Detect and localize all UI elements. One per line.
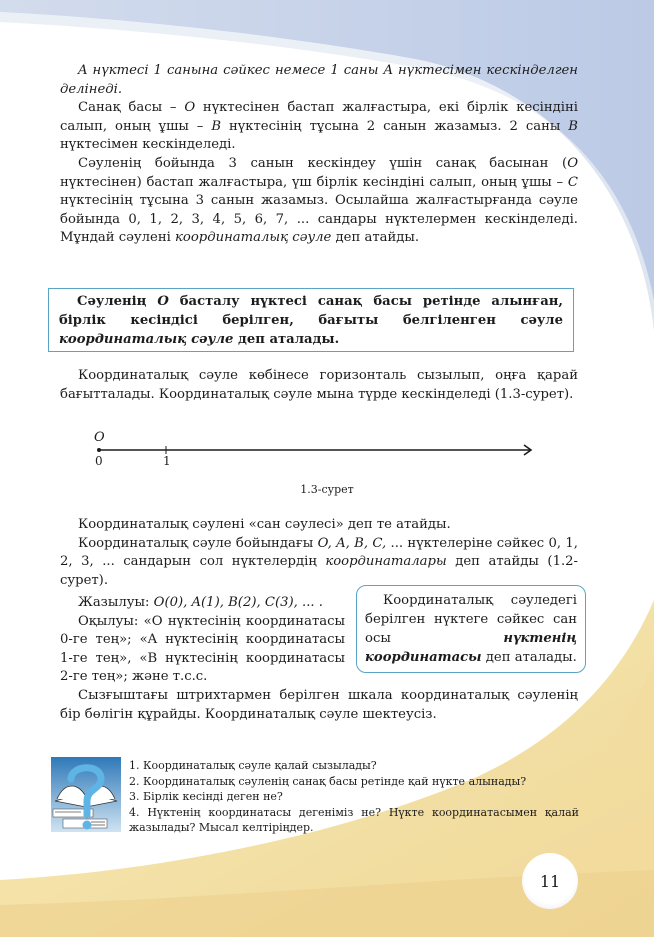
paragraph-5: Координаталық сәулені «сан сәулесі» деп те атайды.	[78, 517, 451, 532]
question-4: 4. Нүктенің координатасы дегеніміз не? Нүкте координатасымен қалай жазылады? Мысал келтіріңдер.	[129, 805, 579, 834]
term-coordinate-ray: координаталық сәуле	[59, 332, 234, 347]
point-o: O	[567, 155, 578, 171]
paragraph-7	[60, 594, 345, 613]
paragraph-3	[60, 155, 578, 248]
text: нүктесінің тұсына 2 санын жазамыз. 2 саны	[221, 118, 569, 134]
term-coordinate-ray: координаталық сәуле	[175, 230, 332, 246]
text: деп атайды.	[331, 230, 420, 246]
page-number	[522, 853, 578, 909]
point-b: B	[568, 118, 578, 134]
text: Сәуленің бойында 3 санын кескіндеу үшін санақ басынан (	[78, 155, 568, 171]
text: деп аталады.	[233, 332, 340, 347]
origin-label: O	[94, 430, 105, 445]
question-3: 3. Бірлік кесінді деген не?	[129, 790, 283, 803]
point-o: O	[157, 294, 169, 309]
text: деп атайды (1.2-сурет).	[60, 554, 578, 588]
paragraph-2	[60, 99, 578, 155]
paragraph-6	[60, 535, 578, 591]
points-list: O, A, B, C,	[317, 535, 387, 551]
text: нүктесінің тұсына 3 санын жазамыз. Осылайша жалғастырғанда сәуле бойында 0, 1, 2, 3, 4, 5, 6, 7, ... сандары нүктелермен кескінделеді. Мұндай сәулені	[60, 193, 578, 246]
text: нүктесінен) бастап жалғастыра, үш бірлік кесіндіні салып, оның ұшы –	[60, 174, 568, 190]
paragraph-8: Оқылуы: «O нүктесінің координатасы 0-ге тең»; «A нүктесінің координатасы 1-ге тең», «B нүктесінің координатасы 2-ге тең»; және т.с.с.	[60, 613, 345, 685]
text: басталу нүктесі санақ басы ретінде алынған, бірлік кесіндісі берілген, бағыты белгіленген сәуле	[59, 294, 563, 328]
note-box	[356, 585, 586, 673]
coordinate-ray-figure	[82, 428, 542, 470]
text: Санақ басы –	[78, 100, 185, 116]
question-2: 2. Координаталық сәуленің санақ басы ретінде қай нүкте алынады?	[129, 774, 527, 788]
text: нүктесімен кескінделеді.	[60, 137, 236, 153]
point-o: O	[184, 100, 196, 116]
definition-box	[48, 288, 574, 352]
text: Сәуленің	[77, 294, 158, 309]
paragraph-1: A нүктесі 1 санына сәйкес немесе 1 саны A нүктесімен кескінделген делінеді.	[60, 63, 578, 97]
text: деп аталады.	[481, 650, 577, 665]
text: Координаталық сәуледегі берілген нүктеге сәйкес сан осы	[365, 593, 577, 646]
notation-label: Жазылуы:	[78, 595, 154, 610]
question-book-icon	[51, 757, 121, 832]
paragraphs-5-6	[60, 516, 578, 590]
tick-label-1: 1	[163, 454, 171, 468]
notation-value: O(0), A(1), B(2), C(3), ... .	[153, 595, 323, 610]
text: нүктесінен бастап жалғастыра, екі бірлік кесіндіні салып, оның ұшы –	[60, 100, 578, 134]
point-c: C	[567, 174, 578, 190]
point-b: B	[211, 118, 222, 134]
review-questions	[129, 758, 579, 836]
paragraph-9: Сызғыштағы штрихтармен берілген шкала координаталық сәуленің бір бөлігін құрайды. Координаталық сәуле шектеусіз.	[60, 688, 578, 722]
text: ... нүктелеріне сәйкес 0, 1, 2, 3, ... сандарын сол нүктелердің	[60, 535, 578, 570]
question-1: 1. Координаталық сәуле қалай сызылады?	[129, 759, 377, 772]
origin-point	[97, 448, 101, 452]
main-text	[60, 62, 578, 248]
notation-block	[60, 594, 345, 687]
term-point-coordinate: нүктенің координатасы	[365, 631, 577, 665]
text: Координаталық сәуле бойындағы	[78, 535, 318, 551]
paragraph-4: Координаталық сәуле көбінесе горизонталь сызылып, оңға қарай бағытталады. Координаталық сәуле мына түрде кескінделеді (1.3-сурет).	[60, 368, 578, 402]
page-number-text: 11	[539, 871, 561, 891]
paragraph-4-wrap	[60, 367, 578, 404]
paragraph-9-wrap	[60, 687, 578, 724]
term-coordinates: координаталары	[325, 554, 447, 570]
figure-caption: 1.3-сурет	[300, 483, 354, 496]
tick-label-0: 0	[95, 454, 103, 468]
